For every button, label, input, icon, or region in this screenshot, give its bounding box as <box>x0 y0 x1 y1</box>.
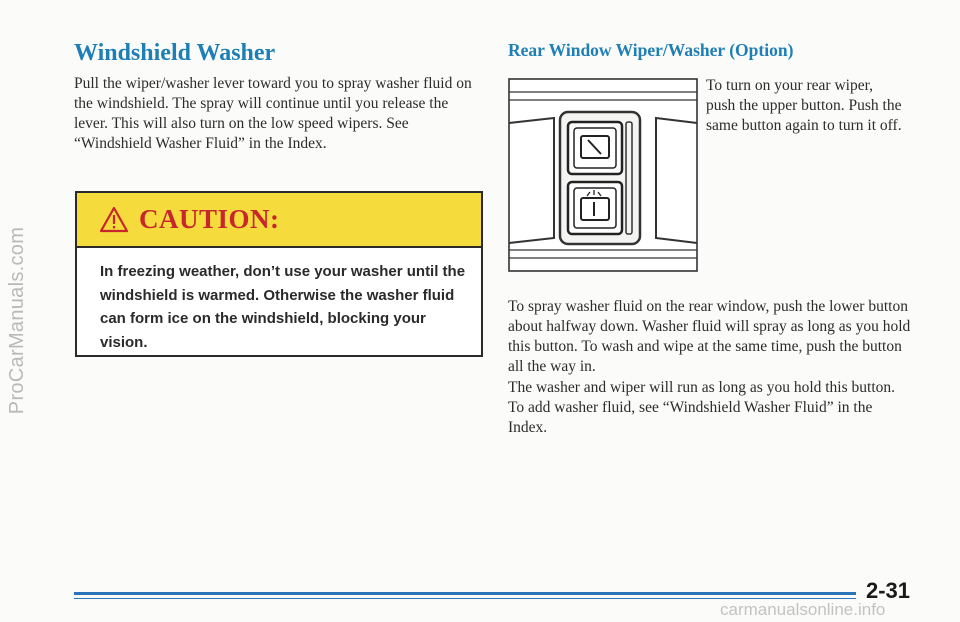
footer-rule <box>74 592 856 595</box>
side-watermark <box>6 40 30 600</box>
side-watermark-text: ProCarManuals.com <box>6 226 29 414</box>
warning-triangle-icon <box>99 206 129 233</box>
page-number: 2-31 <box>866 578 911 603</box>
caution-box <box>75 191 483 357</box>
rear-washer-paragraph: To spray washer fluid on the rear window, push the lower button about halfway down. Washer fluid will spray as long as you hold this button. To wash and wipe at the same time, push the button all the way in. <box>508 298 911 375</box>
footer-rule-thin <box>74 598 856 599</box>
rear-wiper-instructions: To turn on your rear wiper, push the upper button. Push the same button again to turn it off. <box>706 77 902 134</box>
rear-washer-hold-paragraph: The washer and wiper will run as long as you hold this button. To add washer fluid, see “Windshield Washer Fluid” in the Index. <box>508 379 896 436</box>
caution-header <box>77 193 481 248</box>
rear-wiper-switch-figure <box>508 78 698 272</box>
windshield-washer-paragraph: Pull the wiper/washer lever toward you to spray washer fluid on the windshield. The spray will continue until you release the lever. This will also turn on the low speed wipers. See “Windshield Washer Fluid” in the Index. <box>74 75 472 152</box>
windshield-washer-title: Windshield Washer <box>74 40 276 66</box>
bottom-watermark: carmanualsonline.info <box>720 600 886 619</box>
caution-title: CAUTION: <box>139 204 280 234</box>
rear-wiper-washer-title: Rear Window Wiper/Washer (Option) <box>508 40 794 60</box>
caution-text: In freezing weather, don’t use your washer until the windshield is warmed. Otherwise the washer fluid can form ice on the windshield, blocking your vision. <box>100 263 466 351</box>
